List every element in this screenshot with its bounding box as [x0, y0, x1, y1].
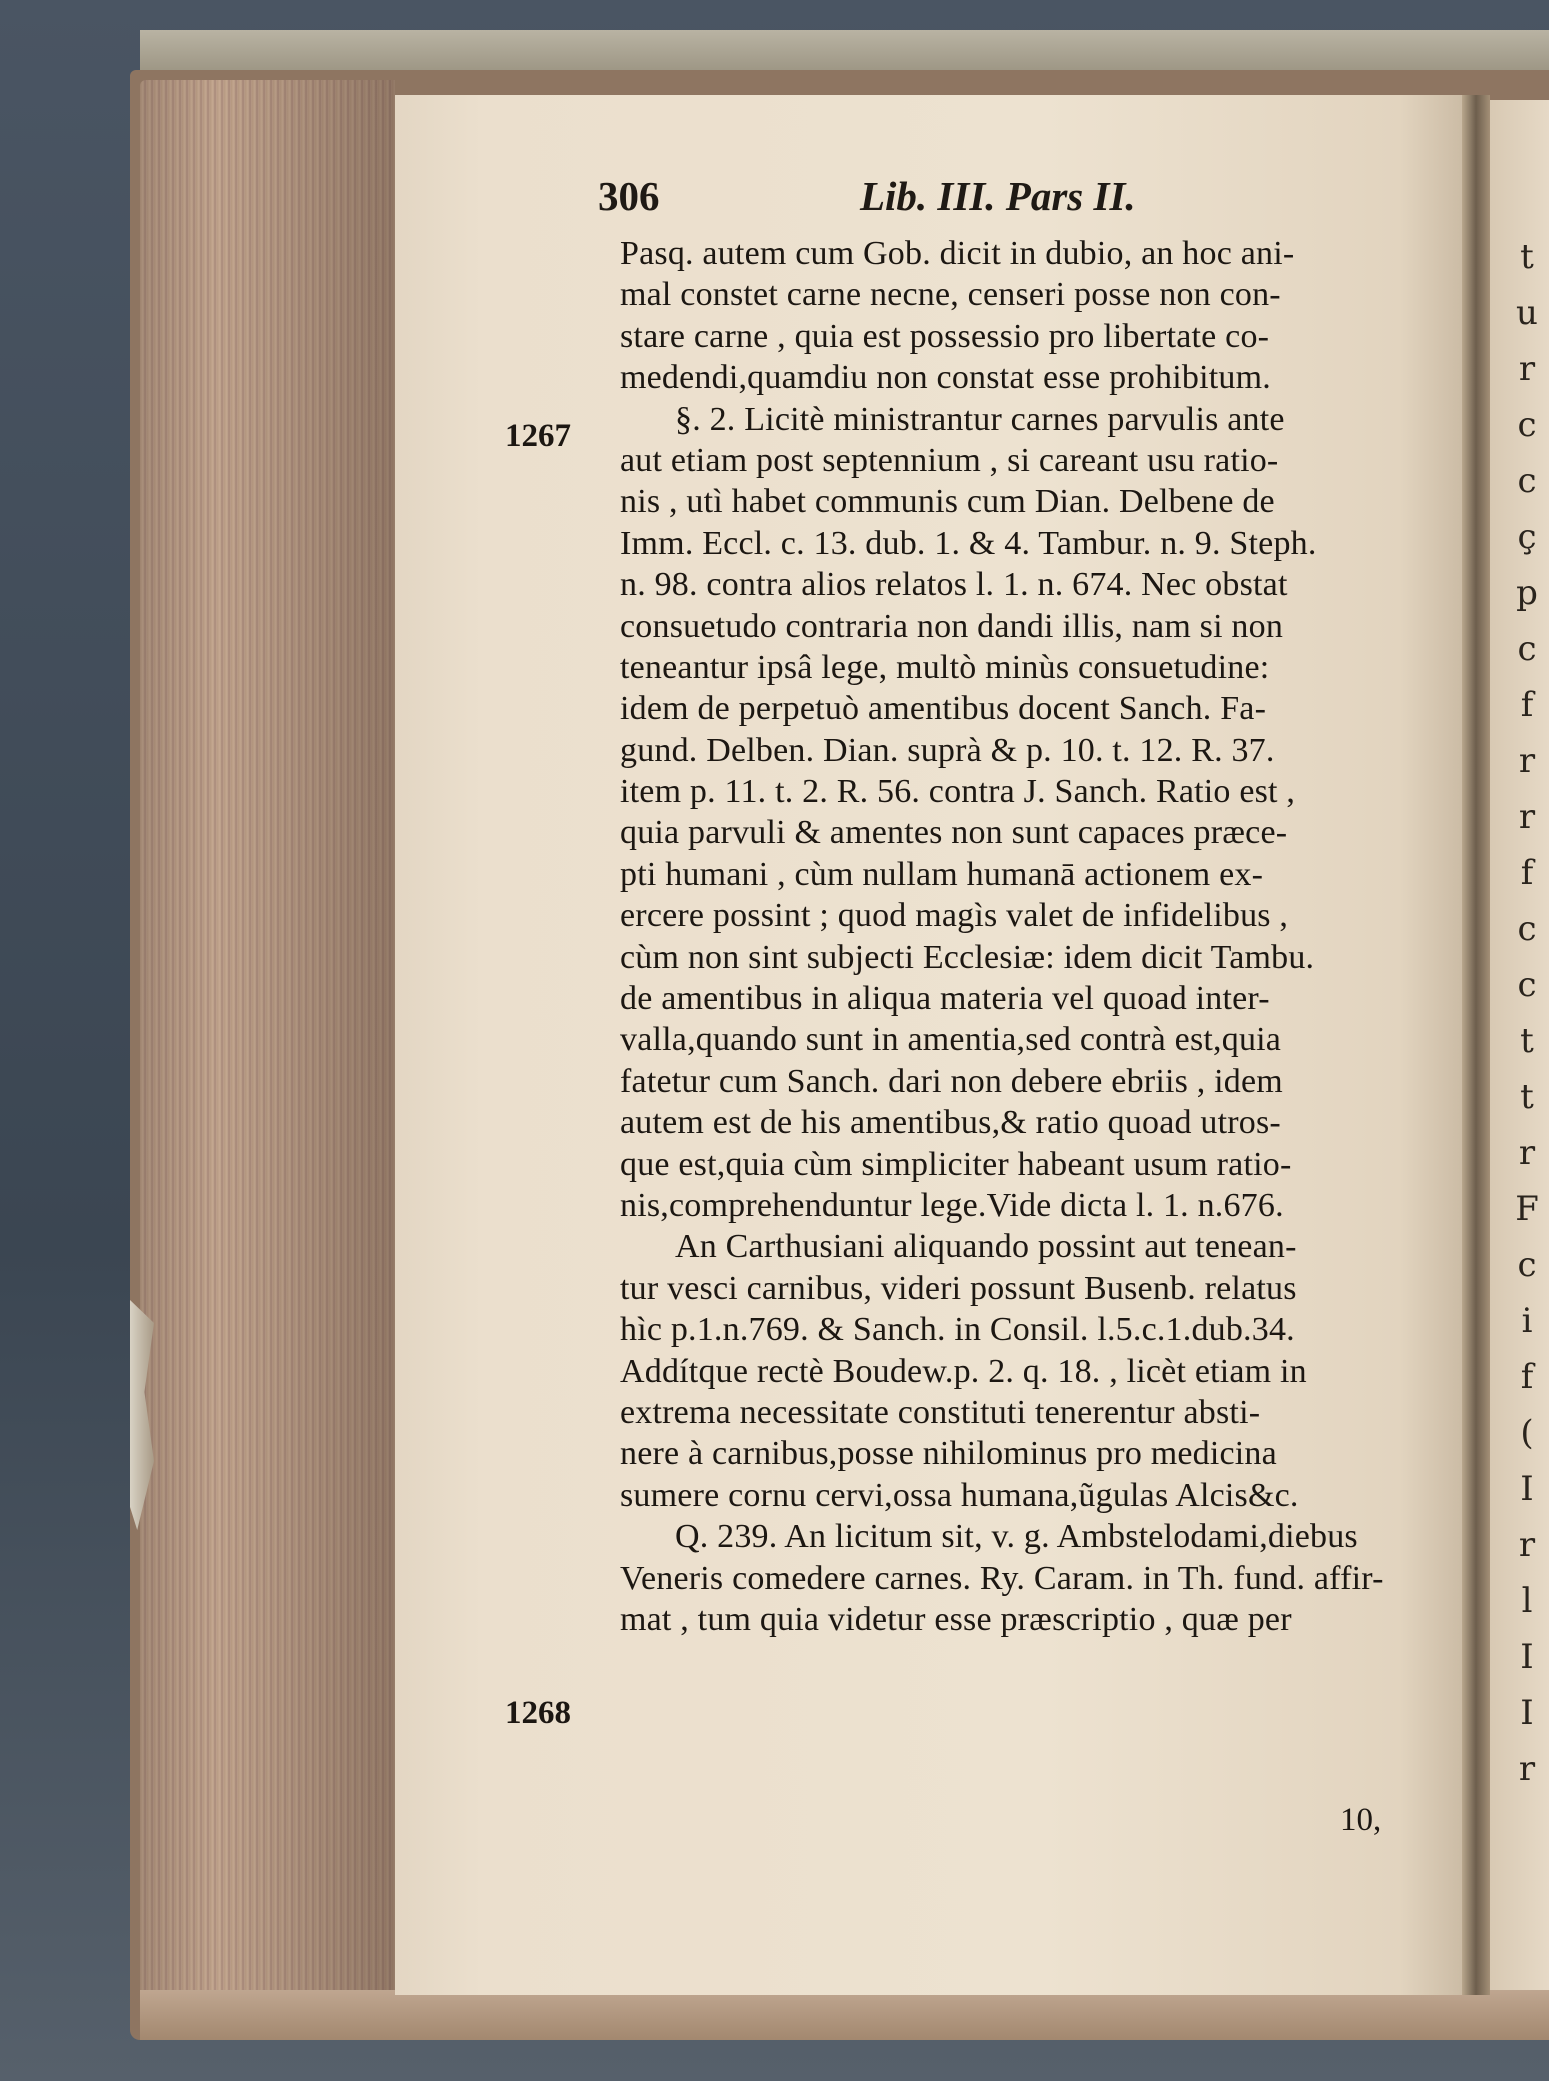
text-line: n. 98. contra alios relatos l. 1. n. 674. Nec obstat: [620, 566, 1288, 604]
text-line: Imm. Eccl. c. 13. dub. 1. & 4. Tambur. n. 9. Steph.: [620, 524, 1317, 562]
text-line: hìc p.1.n.769. & Sanch. in Consil. l.5.c.1.dub.34.: [620, 1311, 1295, 1349]
text-line: nis,comprehenduntur lege.Vide dicta l. 1. n.676.: [620, 1186, 1284, 1224]
text-line: Veneris comedere carnes. Ry. Caram. in Th. fund. affir-: [620, 1559, 1384, 1597]
facing-page-letter: r: [1518, 797, 1536, 837]
facing-page-letter: f: [1520, 685, 1534, 725]
text-line: item p. 11. t. 2. R. 56. contra J. Sanch. Ratio est ,: [620, 773, 1296, 811]
page-number: 306: [598, 173, 660, 219]
running-title: Lib. III. Pars II.: [860, 173, 1136, 219]
facing-page-letter: l: [1521, 1581, 1533, 1621]
facing-page-letter: f: [1520, 1357, 1534, 1397]
text-line: consuetudo contraria non dandi illis, nam si non: [620, 607, 1284, 645]
facing-page-letter: c: [1517, 1245, 1537, 1285]
facing-page-letter: r: [1518, 349, 1536, 389]
page-fore-edge-shade: [140, 80, 395, 1995]
text-line: nere à carnibus,posse nihilominus pro medicina: [620, 1435, 1277, 1473]
facing-page-letter: I: [1520, 1637, 1534, 1677]
facing-page-letter: t: [1520, 1021, 1534, 1061]
text-line: cùm non sint subjecti Ecclesiæ: idem dicit Tambu.: [620, 938, 1315, 976]
text-line: mal constet carne necne, censeri posse non con-: [620, 276, 1281, 314]
running-head: [598, 172, 1298, 224]
text-line: aut etiam post septennium , si careant usu ratio-: [620, 441, 1279, 479]
facing-page-letter: r: [1518, 1133, 1536, 1173]
text-line: nis , utì habet communis cum Dian. Delbene de: [620, 483, 1275, 521]
facing-page-letter: c: [1517, 965, 1537, 1005]
text-line: Pasq. autem cum Gob. dicit in dubio, an hoc ani-: [620, 235, 1295, 272]
text-line: medendi,quamdiu non constat esse prohibitum.: [620, 359, 1271, 397]
margin-number: 1267: [505, 418, 571, 454]
facing-page-letter: i: [1521, 1301, 1533, 1341]
facing-page-letter: I: [1520, 1693, 1534, 1733]
facing-page-letter: r: [1518, 1749, 1536, 1789]
text-line: valla,quando sunt in amentia,sed contrà est,quia: [620, 1021, 1282, 1059]
text-line: sumere cornu cervi,ossa humana,ũgulas Alcis&c.: [620, 1476, 1299, 1514]
facing-page-letter: c: [1517, 629, 1537, 669]
book-gutter: [1462, 95, 1490, 1995]
text-line: gund. Delben. Dian. suprà & p. 10. t. 12. R. 37.: [620, 731, 1275, 769]
text-line: de amentibus in aliqua materia vel quoad inter-: [620, 980, 1270, 1018]
text-line: autem est de his amentibus,& ratio quoad utros-: [620, 1104, 1281, 1142]
facing-page-letter: r: [1518, 741, 1536, 781]
facing-page-letter: ç: [1517, 517, 1537, 557]
facing-page-letter: (: [1520, 1413, 1534, 1453]
facing-page-letter: I: [1520, 1469, 1534, 1509]
text-line: fatetur cum Sanch. dari non debere ebriis , idem: [620, 1062, 1283, 1100]
text-line: que est,quia cùm simpliciter habeant usum ratio-: [620, 1145, 1292, 1183]
facing-page-letter: F: [1515, 1189, 1539, 1229]
text-line: An Carthusiani aliquando possint aut tenean-: [675, 1228, 1297, 1266]
text-line: ercere possint ; quod magìs valet de infidelibus ,: [620, 897, 1289, 935]
text-line: idem de perpetuò amentibus docent Sanch. Fa-: [620, 690, 1267, 728]
text-line: pti humani , cùm nullam humanā actionem ex-: [620, 855, 1264, 893]
text-line: §. 2. Licitè ministrantur carnes parvulis ante: [675, 400, 1285, 438]
text-line: tur vesci carnibus, videri possunt Busenb. relatus: [620, 1269, 1297, 1307]
book-bottom-edge: [140, 1990, 1549, 2040]
facing-page-letter: c: [1517, 909, 1537, 949]
text-line: mat , tum quia videtur esse præscriptio , quæ per: [620, 1600, 1292, 1638]
catchword: 10,: [1340, 1802, 1382, 1838]
facing-page-letter: c: [1517, 461, 1537, 501]
text-line: extrema necessitate constituti tenerentur absti-: [620, 1393, 1261, 1431]
facing-page-letter: u: [1516, 293, 1538, 333]
facing-page-letter: t: [1520, 1077, 1534, 1117]
text-line: quia parvuli & amentes non sunt capaces præce-: [620, 814, 1288, 852]
margin-number: 1268: [505, 1695, 571, 1731]
facing-page-letter: f: [1520, 853, 1534, 893]
facing-page-letter: c: [1517, 405, 1537, 445]
text-line: Addítque rectè Boudew.p. 2. q. 18. , licèt etiam in: [620, 1352, 1307, 1390]
facing-page-letter: t: [1520, 237, 1534, 277]
text-line: Q. 239. An licitum sit, v. g. Ambstelodami,diebus: [675, 1518, 1358, 1556]
body-text: [620, 233, 1420, 1640]
text-line: stare carne , quia est possessio pro libertate co-: [620, 317, 1270, 355]
facing-page-letter: r: [1518, 1525, 1536, 1565]
text-line: teneantur ipsâ lege, multò minùs consuetudine:: [620, 648, 1270, 686]
facing-page-letter: p: [1516, 573, 1538, 613]
